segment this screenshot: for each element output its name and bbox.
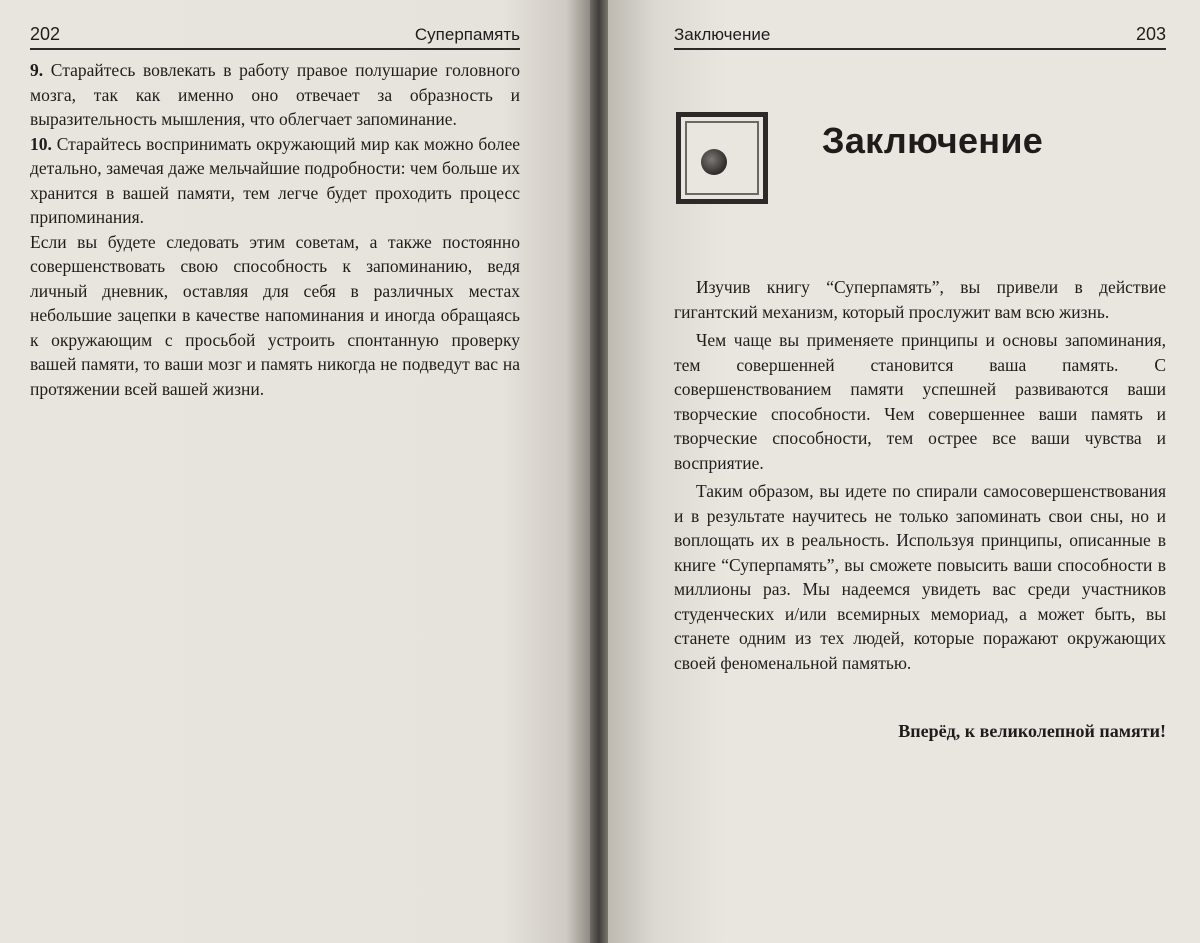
chapter-dot-icon <box>701 149 727 175</box>
right-body-text <box>674 275 1166 675</box>
chapter-emblem-icon <box>676 112 768 204</box>
left-running-head <box>30 0 520 50</box>
chapter-heading <box>674 92 1166 237</box>
item-number: 10. <box>30 133 52 154</box>
left-body-text <box>30 58 520 401</box>
right-running-head <box>674 0 1166 50</box>
item-text: Старайтесь воспринимать окружающий мир как можно более детально, замечая даже мельчайшие подробности: чем больше их хранится в вашей памяти, тем легче будет проходить процесс припоминания. <box>30 133 521 227</box>
right-page-number: 203 <box>1135 24 1166 44</box>
list-item <box>30 132 520 230</box>
chapter-title: Заключение <box>822 120 1044 161</box>
list-item <box>30 58 520 132</box>
paragraph: Чем чаще вы применяете принципы и основы запоминания, тем совершенней становится ваша память. С совершенствованием памяти успешней развиваются ваши творческие способности. Чем совершеннее ваши память и творческие способности, тем острее все ваши чувства и восприятие. <box>674 330 1166 473</box>
closing-line: Вперёд, к великолепной памяти! <box>898 721 1166 741</box>
left-page <box>0 0 590 943</box>
right-page <box>608 0 1200 943</box>
paragraph: Таким образом, вы идете по спирали самосовершенствования и в результате научитесь не только запоминать свои сны, но и воплощать их в реальность. Используя принципы, описанные в книге “Суперпамять”, вы сможете повысить ваши способности в миллионы раз. Мы надеемся увидеть вас среди участников студенческих и/или всемирных мемориад, а может быть, вы станете одним из тех людей, которые поражают окружающих своей феноменальной памятью. <box>674 481 1166 673</box>
paragraph: Изучив книгу “Суперпамять”, вы привели в действие гигантский механизм, который прослужит вам всю жизнь. <box>674 277 1166 322</box>
book-gutter <box>590 0 608 943</box>
item-text: Старайтесь вовлекать в работу правое полушарие головного мозга, так как именно оно отвечает за образность и выразительность мышления, что облегчает запоминание. <box>30 60 520 129</box>
left-paragraph: Если вы будете следовать этим советам, а также постоянно совершенствовать свою способность к запоминанию, ведя личный дневник, оставляя для себя в различных местах небольшие зацепки в качестве напоминания и иногда обращаясь к окружающим с просьбой устроить спонтанную проверку вашей памяти, то ваши мозг и память никогда не подведут вас на протяжении всей вашей жизни. <box>30 231 520 399</box>
left-page-number: 202 <box>30 24 61 44</box>
right-running-title: Заключение <box>674 25 771 44</box>
left-running-title: Суперпамять <box>414 25 520 44</box>
item-number: 9. <box>30 60 44 80</box>
